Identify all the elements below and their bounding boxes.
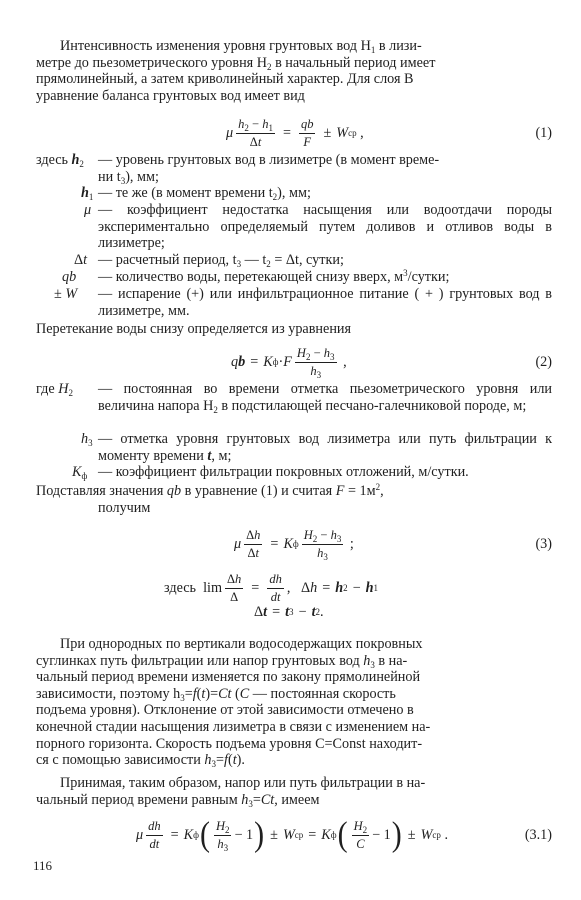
equation-number: (3.1) bbox=[524, 827, 552, 843]
text-line: порного горизонта. Скорость подъема уровня C=Const находит- bbox=[36, 735, 423, 752]
paragraph-filtration-path: При однородных по вертикали водосодержащих покровных суглинках путь фильтрации или напор грунтовых вод $h_3$ в на- чальный период времени изменяется по закону прямолинейной зависимости, поэтому $h_3=f(t)=Ct$ (C — постоянная скорость подъема уровня). Отклонение от этой зависимости отмечено в конечной стадии насыщения лизиметра в связи с изменением на- порного горизонта. Скорость подъема уровня C=Const находит- ся с помощью зависимости $h_3=f(t)$. bbox=[36, 636, 552, 769]
definition-K: $K_ф$ — коэффициент фильтрации покровных отложений, м/сутки. bbox=[72, 464, 469, 481]
equation-3 bbox=[36, 524, 552, 564]
equation-1-body: μ $\frac{h_2 - h_1}{\Delta t}$ = $\frac{qb}{F}$ ± W ср , bbox=[226, 116, 364, 149]
equation-2-body: q b = K ф · F $\frac{H_2 - h_3}{h_3}$ , bbox=[231, 345, 347, 380]
definition-H2: где $H_2$ — постоянная во времени отметка пьезометрического уровня или величина напора $H_2$ в подстилающей песчано-галечниковой породе, м; bbox=[36, 381, 552, 415]
definition-h2: здесь $h_2$ — уровень грунтовых вод в лизиметре (в момент време- ни $t_3$), мм; bbox=[36, 152, 440, 186]
equation-dt-body: Δ t = t 3 − t 2 . bbox=[254, 603, 324, 620]
text-line: получим bbox=[98, 499, 151, 516]
equation-number: (2) bbox=[535, 354, 552, 370]
text-line: метре до пьезометрического уровня H bbox=[36, 54, 268, 71]
equation-limit-body: здесь lim $\frac{\Delta h}{\Delta}$ = $\frac{dh}{dt}$ , Δ h = h 2 − h 1 bbox=[164, 571, 379, 604]
definition-h3: $h_3$ — отметка уровня грунтовых вод лизиметра или путь фильтрации к моменту времени t, м; bbox=[81, 431, 552, 464]
text-line: уравнение баланса грунтовых вод имеет вид bbox=[36, 87, 305, 104]
text-line: подъема уровня). Отклонение от этой зависимости отмечено в bbox=[36, 702, 414, 719]
text-line: прямолинейный, а затем криволинейный характер. Для слоя В bbox=[36, 71, 414, 88]
equation-number: (1) bbox=[535, 125, 552, 141]
text-line: чальный период времени изменяется по закону прямолинейной bbox=[36, 669, 421, 686]
text-line: Перетекание воды снизу определяется из уравнения bbox=[36, 321, 352, 337]
page-number: 116 bbox=[33, 858, 53, 873]
text-line: Интенсивность изменения уровня грунтовых вод H bbox=[60, 38, 371, 54]
paragraph-conclusion: Принимая, таким образом, напор или путь фильтрации в на- чальный период времени равным $h_3=Ct$, имеем bbox=[36, 775, 552, 808]
definition-w: ± W — испарение (+) или инфильтрационное питание ( + ) грунтовых вод в лизиметре, мм. bbox=[54, 286, 552, 319]
definition-dt: Δt — расчетный период, $t_3$ — $t_2 = \Delta t$, сутки; bbox=[74, 252, 344, 269]
definition-mu: μ — коэффициент недостатка насыщения или водоотдачи породы экспериментально определяемый путем доливов и отливов воды в лизиметре; bbox=[84, 202, 552, 252]
paragraph-inflow bbox=[36, 321, 552, 338]
equation-number: (3) bbox=[535, 536, 552, 552]
definition-qb: qb — количество воды, перетекающей снизу вверх, $м^3$/сутки; bbox=[62, 268, 450, 285]
equation-3-1-body: μ $\frac{dh}{dt}$ = K ф ( $\frac{H_2}{h_3}$ − 1 ) ± W ср = K ф ( $\frac{H_2}{C}$ − 1 ) ± W ср . bbox=[136, 815, 448, 854]
definition-h1: $h_1$ — те же (в момент времени $t_2$), мм; bbox=[81, 185, 311, 202]
equation-dt bbox=[36, 600, 552, 624]
paragraph-intro: Интенсивность изменения уровня грунтовых вод $H_1$ в лизи- метре до пьезометрического уровня $H_2$ в начальный период имеет прямолинейный, а затем криволинейный характер. Для слоя В уравнение баланса грунтовых вод имеет вид bbox=[36, 38, 552, 104]
text-line: Принимая, таким образом, напор или путь фильтрации в на- bbox=[60, 775, 426, 791]
definitions-list-1 bbox=[36, 152, 552, 320]
text-line: При однородных по вертикали водосодержащих покровных bbox=[60, 636, 423, 652]
text-line: конечной стадии насыщения лизиметра в связи с изменением на- bbox=[36, 718, 431, 735]
definitions-list-2 bbox=[36, 381, 552, 481]
equation-3-1 bbox=[36, 813, 552, 857]
paragraph-substitution: Подставляя значения qb в уравнение (1) и считая $F = 1м^2$, получим bbox=[36, 483, 552, 516]
equation-1 bbox=[36, 113, 552, 153]
equation-2 bbox=[36, 342, 552, 382]
equation-3-body: μ $\frac{\Delta h}{\Delta t}$ = K ф $\frac{H_2 - h_3}{h_3}$ ; bbox=[234, 527, 354, 562]
